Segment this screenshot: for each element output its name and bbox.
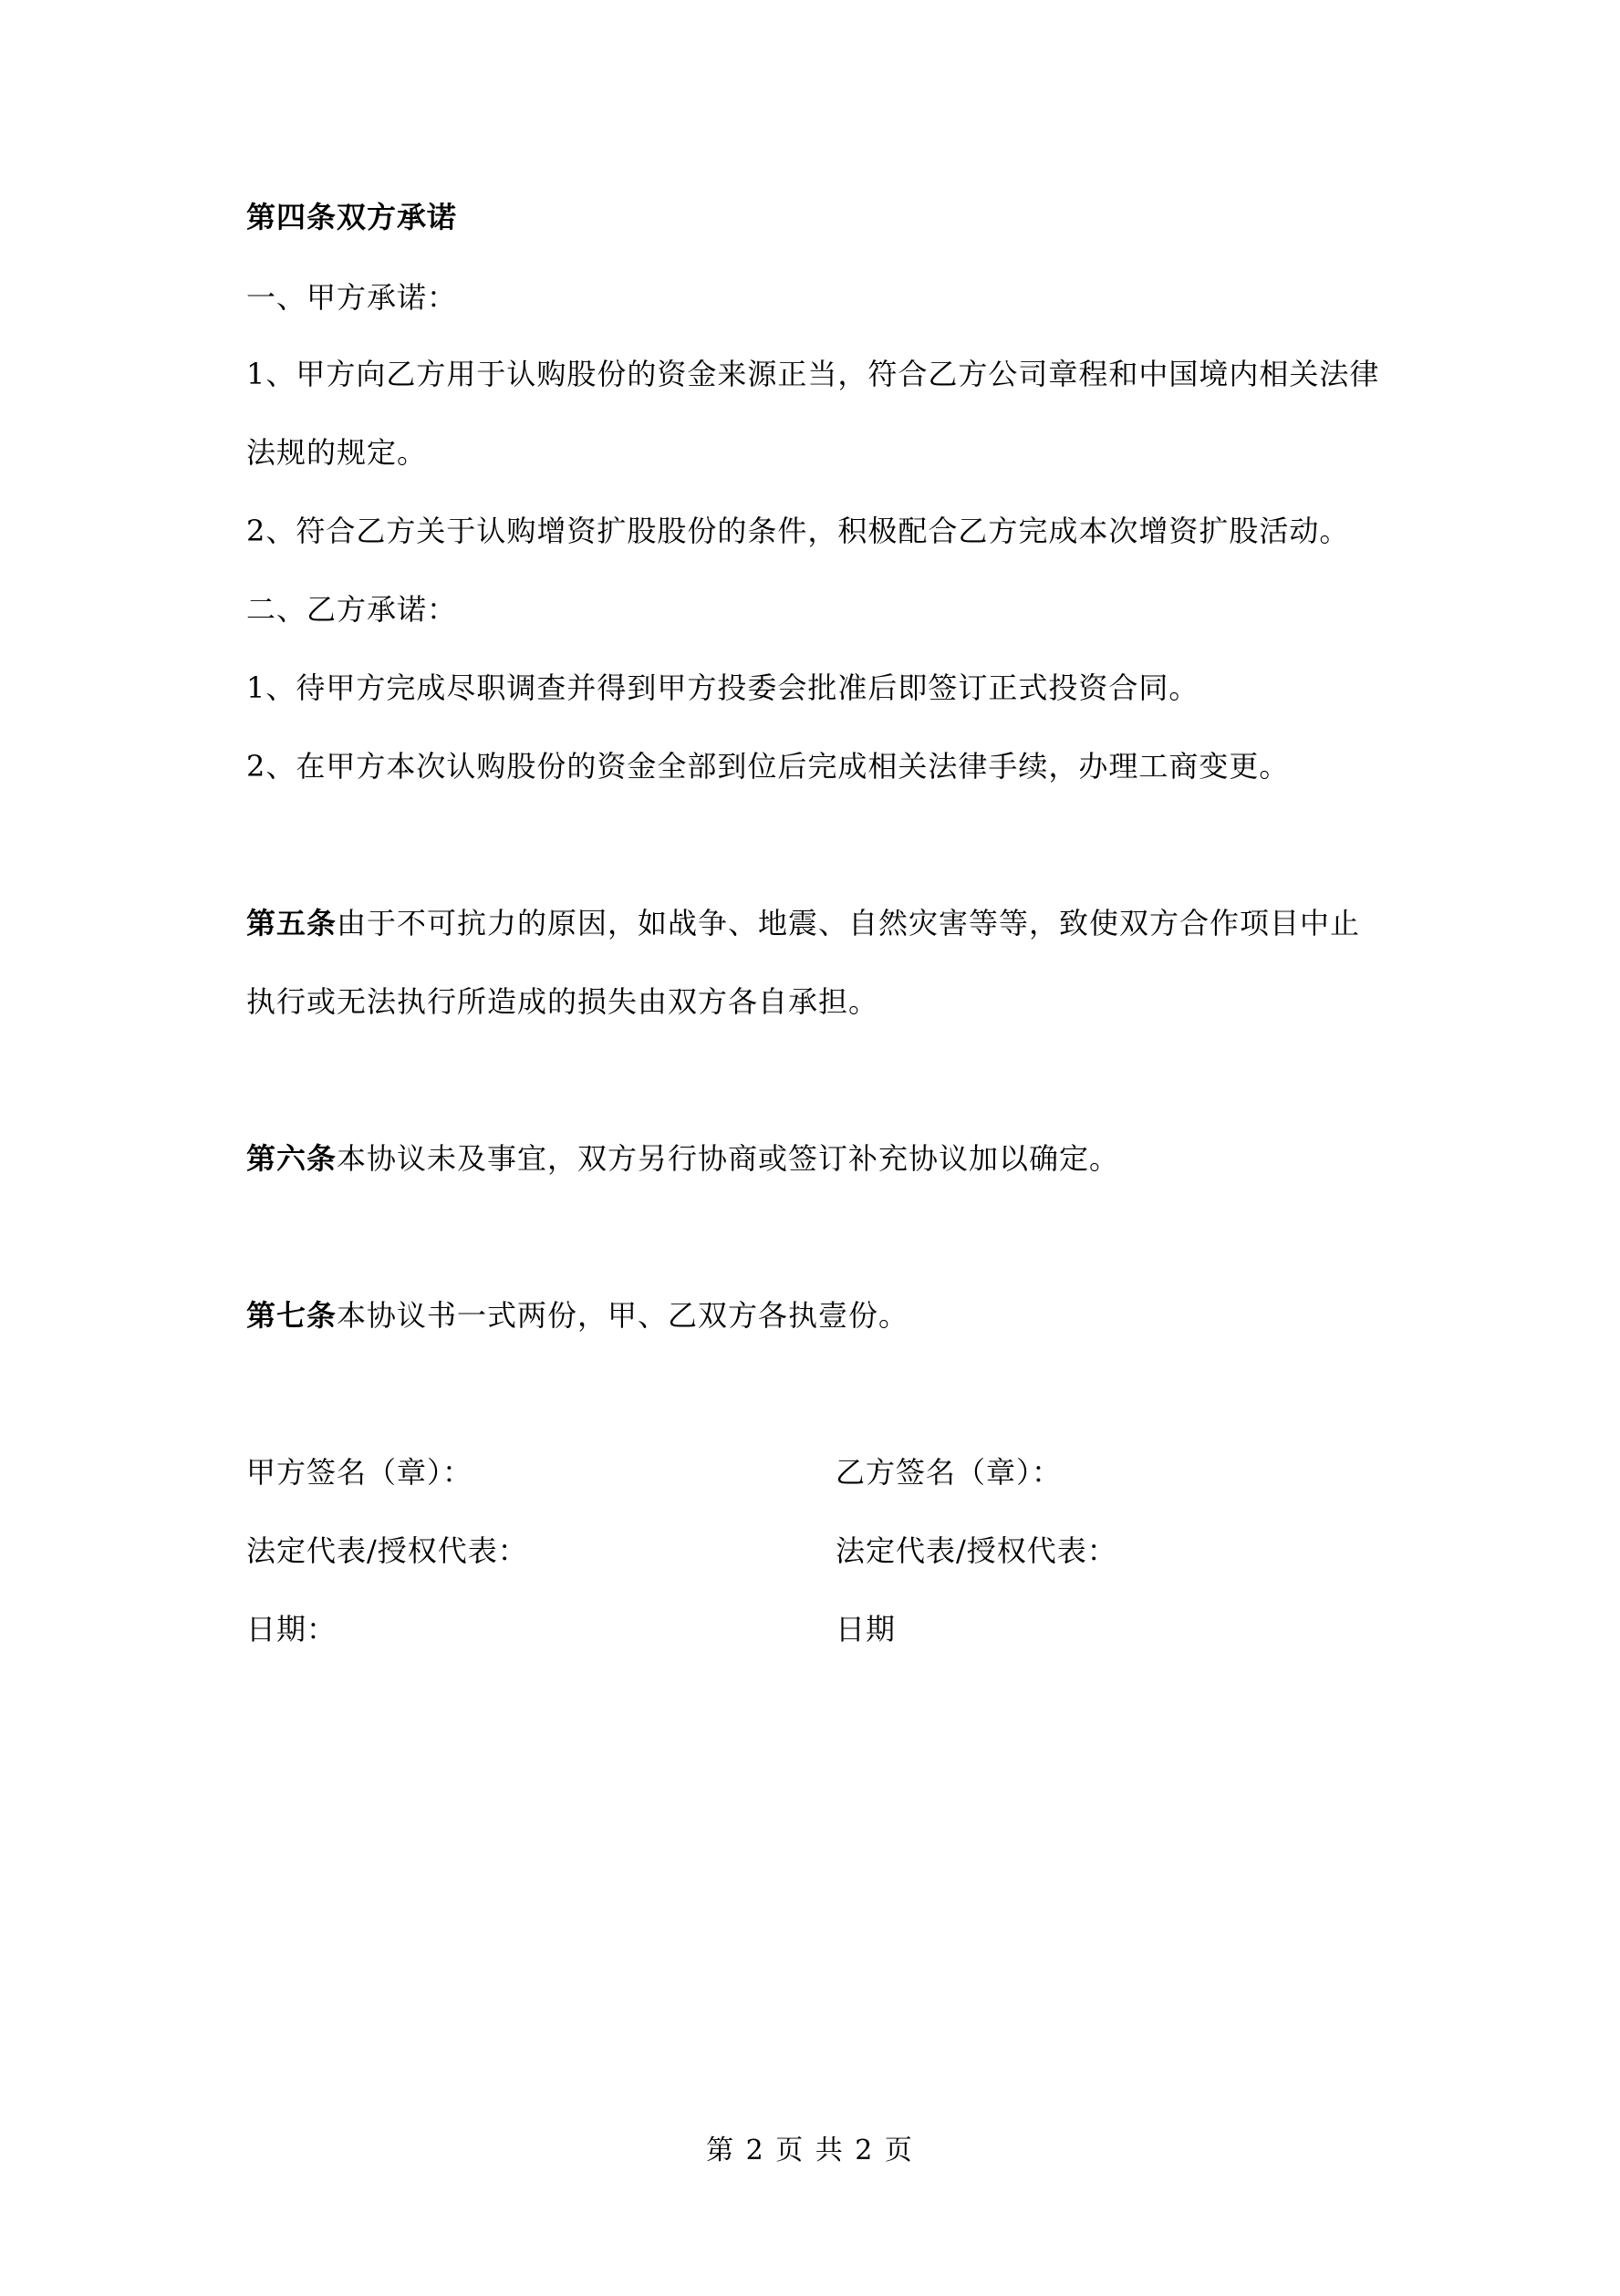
party-b-representative-label: 法定代表/授权代表：	[836, 1533, 1117, 1568]
party-a-representative-label: 法定代表/授权代表：	[246, 1533, 528, 1568]
article-5-line-1	[246, 903, 1396, 943]
article-4-heading: 第四条双方承诺	[246, 200, 458, 234]
party-b-date-label: 日期	[836, 1612, 897, 1647]
article-5-text-line-2: 执行或无法执行所造成的损失由双方各自承担。	[246, 984, 879, 1019]
article-5-label: 第五条	[246, 906, 338, 940]
party-a-commitment-title: 一、甲方承诺：	[246, 280, 458, 315]
party-a-signature-label: 甲方签名（章）：	[246, 1455, 473, 1490]
party-a-item-1-line-1: 1、甲方向乙方用于认购股份的资金来源正当，符合乙方公司章程和中国境内相关法律	[246, 357, 1380, 391]
party-a-item-1-line-2: 法规的规定。	[246, 435, 428, 470]
article-7-label: 第七条	[246, 1298, 338, 1333]
article-7-text: 本协议书一式两份，甲、乙双方各执壹份。	[337, 1298, 909, 1333]
article-6	[246, 1138, 1396, 1179]
party-b-item-1: 1、待甲方完成尽职调查并得到甲方投委会批准后即签订正式投资合同。	[246, 670, 1199, 705]
article-6-label: 第六条	[246, 1141, 338, 1176]
article-6-text: 本协议未及事宜，双方另行协商或签订补充协议加以确定。	[337, 1141, 1120, 1176]
party-b-signature-label: 乙方签名（章）：	[836, 1455, 1063, 1490]
party-a-item-2: 2、符合乙方关于认购增资扩股股份的条件，积极配合乙方完成本次增资扩股活动。	[246, 514, 1350, 548]
page-number-footer: 第 2 页 共 2 页	[706, 2135, 914, 2166]
party-b-commitment-title: 二、乙方承诺：	[246, 592, 458, 627]
article-5-text-line-1: 由于不可抗力的原因，如战争、地震、自然灾害等等，致使双方合作项目中止	[337, 906, 1361, 940]
party-a-date-label: 日期：	[246, 1612, 338, 1647]
article-7	[246, 1295, 1396, 1335]
party-b-item-2: 2、在甲方本次认购股份的资金全部到位后完成相关法律手续，办理工商变更。	[246, 749, 1290, 784]
